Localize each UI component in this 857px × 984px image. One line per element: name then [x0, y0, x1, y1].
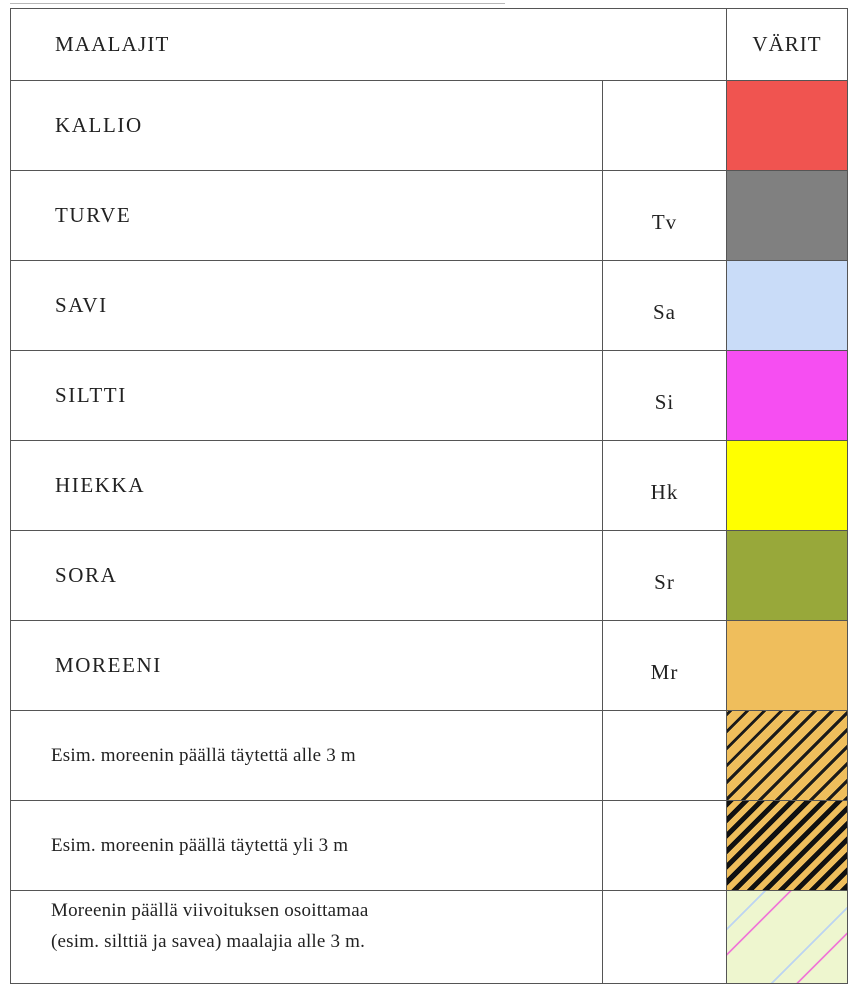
color-cell — [727, 531, 848, 621]
soil-name: MOREENI — [11, 621, 603, 711]
table-row — [11, 891, 848, 984]
header-colors: VÄRIT — [727, 9, 848, 81]
color-swatch-siltti — [727, 351, 847, 440]
soil-abbr — [603, 81, 727, 171]
table-row — [11, 621, 848, 711]
color-cell — [727, 621, 848, 711]
table-row — [11, 531, 848, 621]
color-swatch-moreeni — [727, 621, 847, 710]
description-line-2: (esim. silttiä ja savea) maalajia alle 3 m. — [51, 931, 366, 952]
soil-description: Esim. moreenin päällä täytettä yli 3 m — [11, 801, 603, 891]
color-swatch-kallio — [727, 81, 847, 170]
hatch-swatch-fill-under-3m — [727, 711, 847, 800]
soil-name: SILTTI — [11, 351, 603, 441]
soil-abbr: Sr — [603, 531, 727, 621]
soil-name: HIEKKA — [11, 441, 603, 531]
color-swatch-sora — [727, 531, 847, 620]
soil-legend-table — [10, 8, 848, 984]
soil-abbr — [603, 801, 727, 891]
table-row — [11, 81, 848, 171]
soil-name: SAVI — [11, 261, 603, 351]
soil-abbr: Hk — [603, 441, 727, 531]
color-cell — [727, 441, 848, 531]
soil-abbr: Mr — [603, 621, 727, 711]
color-swatch-savi — [727, 261, 847, 350]
color-cell — [727, 891, 848, 984]
color-cell — [727, 261, 848, 351]
header-soil-types: MAALAJIT — [11, 9, 727, 81]
soil-name: SORA — [11, 531, 603, 621]
soil-abbr: Sa — [603, 261, 727, 351]
soil-abbr: Tv — [603, 171, 727, 261]
hatch-swatch-fill-over-3m — [727, 801, 847, 890]
soil-description — [11, 891, 603, 984]
soil-abbr: Si — [603, 351, 727, 441]
soil-abbr — [603, 711, 727, 801]
color-cell — [727, 711, 848, 801]
table-row — [11, 351, 848, 441]
color-swatch-turve — [727, 171, 847, 260]
table-row — [11, 171, 848, 261]
table-row — [11, 711, 848, 801]
soil-name: KALLIO — [11, 81, 603, 171]
color-cell — [727, 801, 848, 891]
soil-abbr — [603, 891, 727, 984]
soil-name: TURVE — [11, 171, 603, 261]
soil-description: Esim. moreenin päällä täytettä alle 3 m — [11, 711, 603, 801]
header-row — [11, 9, 848, 81]
color-cell — [727, 171, 848, 261]
table-row — [11, 441, 848, 531]
color-cell — [727, 81, 848, 171]
color-cell — [727, 351, 848, 441]
table-row — [11, 261, 848, 351]
color-swatch-hiekka — [727, 441, 847, 530]
top-rule — [10, 3, 505, 4]
description-line-1: Moreenin päällä viivoituksen osoittamaa — [51, 900, 369, 921]
table-row — [11, 801, 848, 891]
hatch-swatch-mixed-layer — [727, 891, 847, 983]
